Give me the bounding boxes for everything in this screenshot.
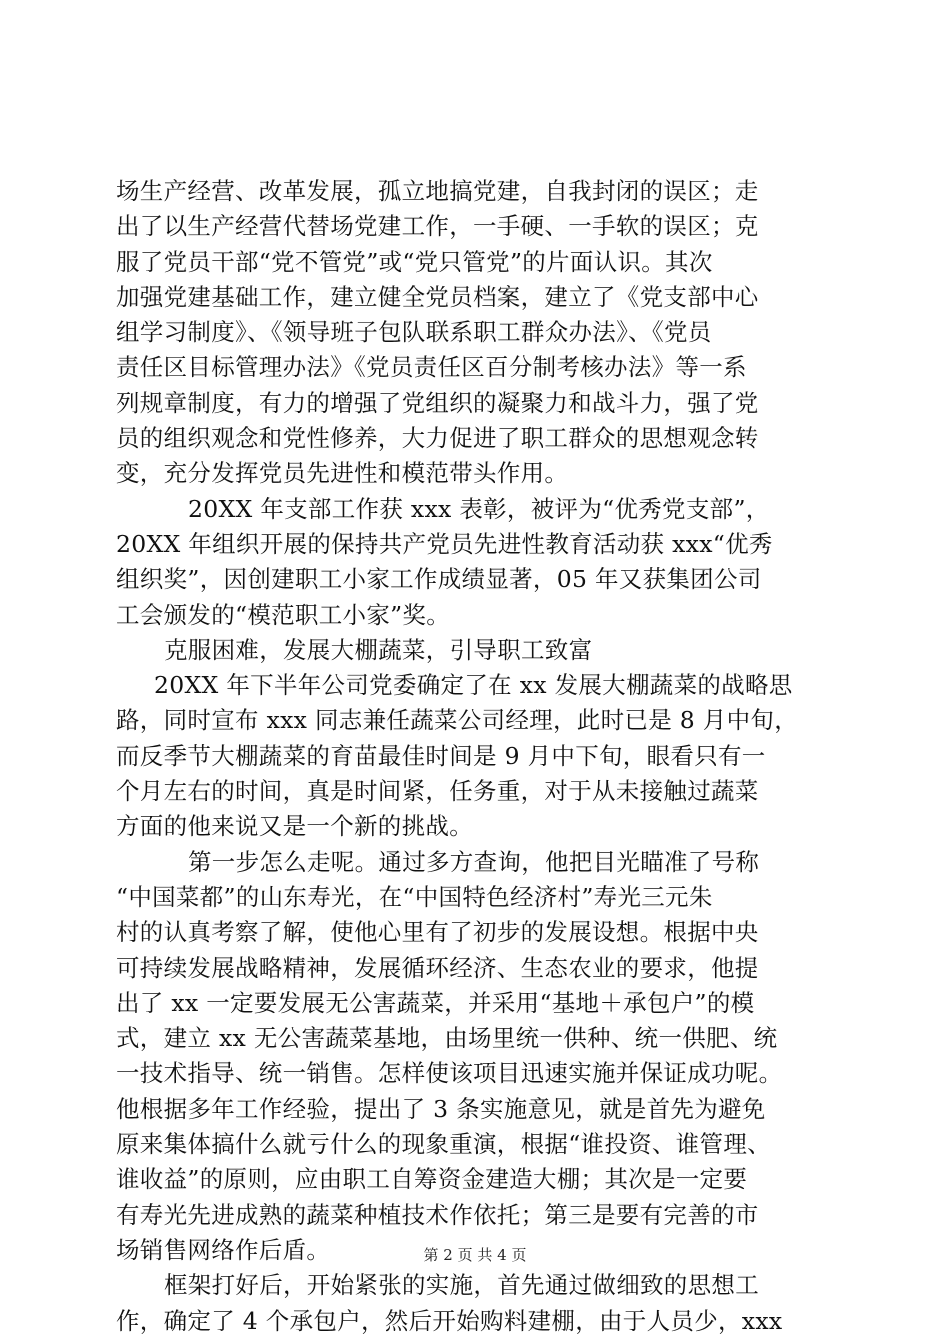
text-line: 员的组织观念和党性修养，大力促进了职工群众的思想观念转 — [116, 424, 759, 453]
text-line: 工会颁发的“模范职工小家”奖。 — [116, 600, 451, 629]
paragraph-first-line: 20XX 年支部工作获 xxx 表彰，被评为“优秀党支部”， — [188, 494, 770, 523]
text-line: 出了以生产经营代替场党建工作，一手硬、一手软的误区；克 — [116, 212, 759, 241]
text-line: 列规章制度，有力的增强了党组织的凝聚力和战斗力，强了党 — [116, 388, 759, 417]
paragraph-first-line: 20XX 年下半年公司党委确定了在 xx 发展大棚蔬菜的战略思 — [154, 671, 793, 700]
text-line: 组织奖”，因创建职工小家工作成绩显著，05 年又获集团公司 — [116, 565, 762, 594]
text-line: 组学习制度》、《领导班子包队联系职工群众办法》、《党员 — [116, 318, 712, 347]
text-line: 变，充分发挥党员先进性和模范带头作用。 — [116, 459, 569, 488]
document-body — [116, 174, 836, 1339]
text-line: “中国菜都”的山东寿光，在“中国特色经济村”寿光三元朱 — [116, 882, 713, 911]
text-line: 场生产经营、改革发展，孤立地搞党建，自我封闭的误区；走 — [116, 177, 759, 205]
text-line: 有寿光先进成熟的蔬菜种植技术作依托；第三是要有完善的市 — [116, 1200, 759, 1229]
text-line: 他根据多年工作经验，提出了 3 条实施意见，就是首先为避免 — [116, 1094, 766, 1123]
text-line: 加强党建基础工作，建立健全党员档案，建立了《党支部中心 — [116, 282, 759, 311]
text-line: 服了党员干部“党不管党”或“党只管党”的片面认识。其次 — [116, 247, 713, 276]
text-line: 出了 xx 一定要发展无公害蔬菜，并采用“基地＋承包户”的模 — [116, 988, 755, 1017]
text-line: 责任区目标管理办法》《党员责任区百分制考核办法》等一系 — [116, 353, 747, 382]
text-line: 原来集体搞什么就亏什么的现象重演，根据“谁投资、谁管理、 — [116, 1130, 771, 1159]
text-line: 场销售网络作后盾。 — [116, 1235, 331, 1264]
text-line: 村的认真考察了解，使他心里有了初步的发展设想。根据中央 — [116, 918, 759, 947]
text-line: 作，确定了 4 个承包户，然后开始购料建棚，由于人员少，xxx — [116, 1306, 783, 1335]
text-line: 20XX 年组织开展的保持共产党员先进性教育活动获 xxx“优秀 — [116, 529, 773, 558]
text-line: 谁收益”的原则，应由职工自筹资金建造大棚；其次是一定要 — [116, 1165, 748, 1194]
text-line: 个月左右的时间，真是时间紧，任务重，对于从未接触过蔬菜 — [116, 777, 759, 806]
section-heading: 克服困难，发展大棚蔬菜，引导职工致富 — [164, 635, 593, 664]
text-line: 一技术指导、统一销售。怎样使该项目迅速实施并保证成功呢。 — [116, 1059, 783, 1088]
text-line: 式，建立 xx 无公害蔬菜基地，由场里统一供种、统一供肥、统 — [116, 1024, 778, 1053]
paragraph-first-line: 框架打好后，开始紧张的实施，首先通过做细致的思想工 — [164, 1271, 759, 1300]
text-line: 路，同时宣布 xxx 同志兼任蔬菜公司经理，此时已是 8 月中旬， — [116, 706, 798, 735]
text-line: 而反季节大棚蔬菜的育苗最佳时间是 9 月中下旬，眼看只有一 — [116, 741, 766, 770]
text-line: 方面的他来说又是一个新的挑战。 — [116, 812, 473, 841]
paragraph-first-line: 第一步怎么走呢。通过多方查询，他把目光瞄准了号称 — [188, 847, 760, 876]
text-line: 可持续发展战略精神，发展循环经济、生态农业的要求，他提 — [116, 953, 759, 982]
page-footer: 第 2 页 共 4 页 — [423, 1246, 527, 1264]
